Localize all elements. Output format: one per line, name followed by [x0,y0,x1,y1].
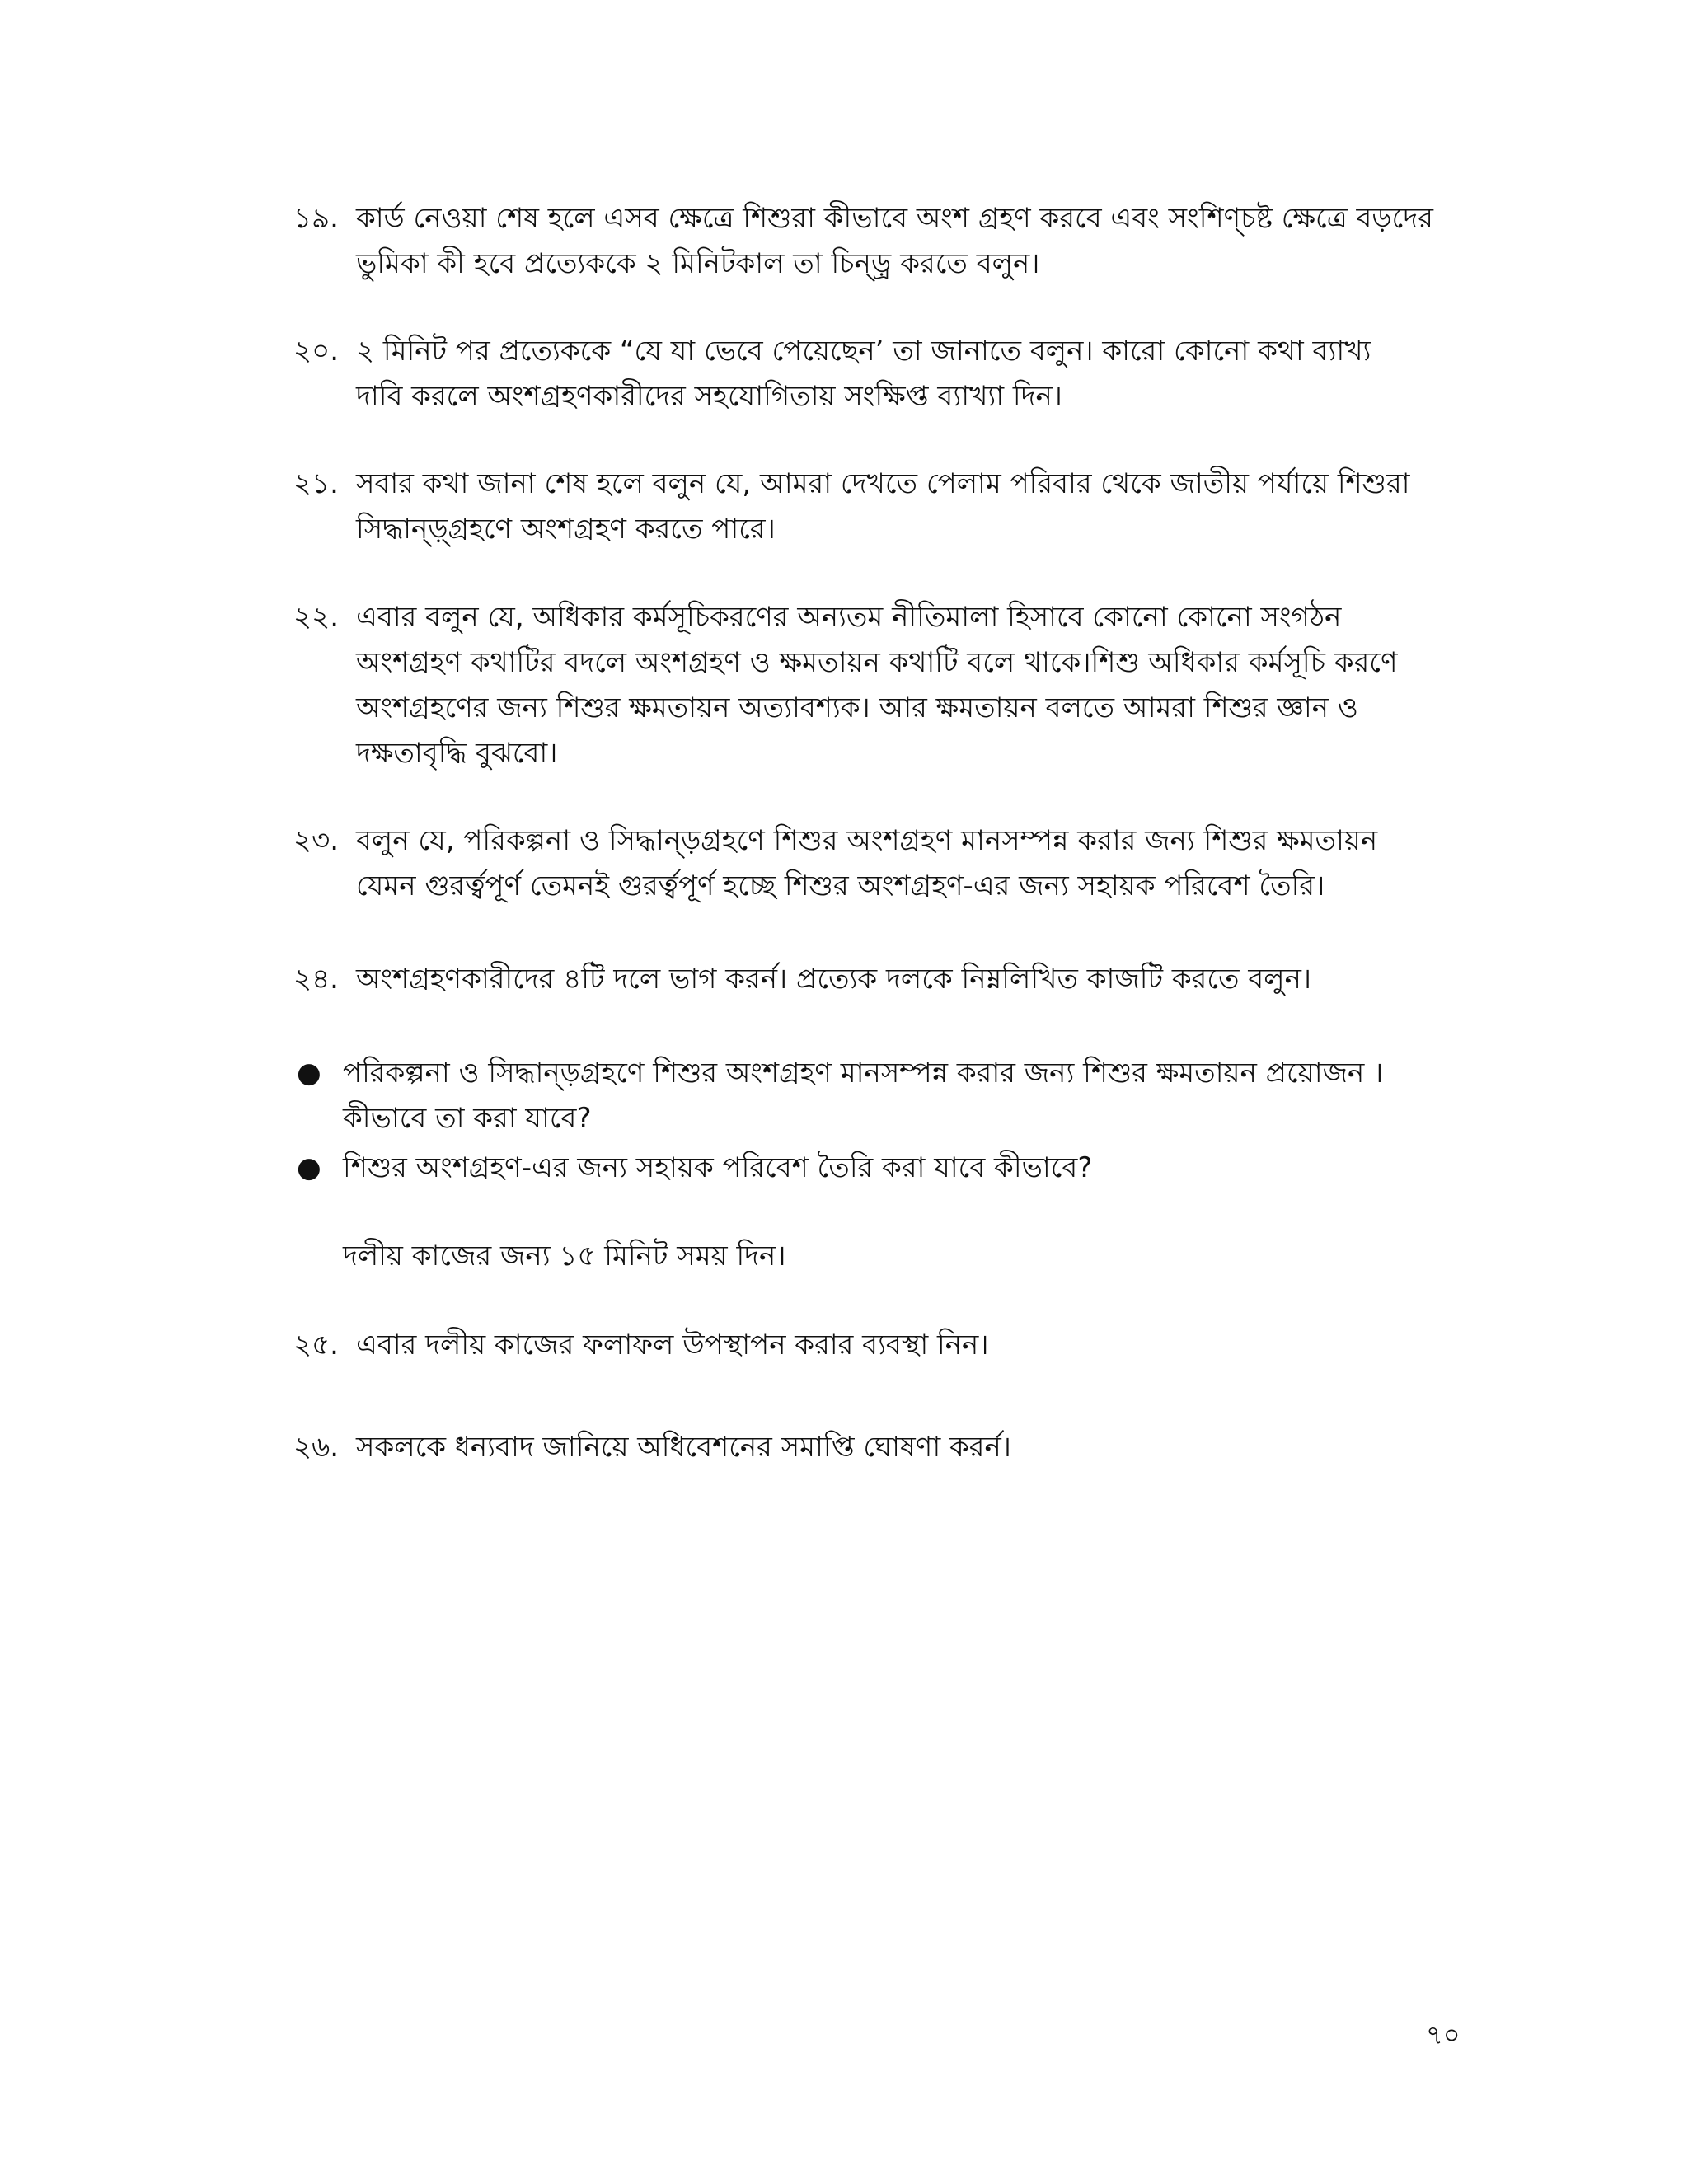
list-item-26 [293,1425,1497,1470]
item-text-line: সকলকে ধন্যবাদ জানিয়ে অধিবেশনের সমাপ্তি ঘোষণা করর্ন। [356,1431,1011,1464]
item-number: ২১. [293,467,339,500]
list-item-20 [293,329,1497,419]
bullet-text-line: শিশুর অংশগ্রহণ-এর জন্য সহায়ক পরিবেশ তৈরি করা যাবে কীভাবে? [343,1151,1093,1184]
item-number: ২৩. [293,824,340,857]
bullet-icon: ● [297,1057,321,1090]
item-text-line: সিদ্ধান্ড়্গ্রহণে অংশগ্রহণ করতে পারে। [356,513,776,546]
list-item-25 [293,1323,1497,1368]
item-text-line: সবার কথা জানা শেষ হলে বলুন যে, আমরা দেখতে পেলাম পরিবার থেকে জাতীয় পর্যায়ে শিশুরা [356,467,1410,500]
bullet-icon: ● [297,1151,321,1184]
item-text-line: দাবি করলে অংশগ্রহণকারীদের সহযোগিতায় সংক্ষিপ্ত ব্যাখ্যা দিন। [356,380,1062,413]
item-text-line: বলুন যে, পরিকল্পনা ও সিদ্ধান্ড়গ্রহণে শিশুর অংশগ্রহণ মানসম্পন্ন করার জন্য শিশুর ক্ষমতায়ন [356,824,1378,857]
bullet-text-line: পরিকল্পনা ও সিদ্ধান্ড়গ্রহণে শিশুর অংশগ্রহণ মানসম্পন্ন করার জন্য শিশুর ক্ষমতায়ন প্রয়োজন । [343,1057,1384,1090]
item-text-line: ২ মিনিট পর প্রত্যেককে “যে যা ভেবে পেয়েছেন’ তা জানাতে বলুন। কারো কোনো কথা ব্যাখ্য [356,335,1372,368]
item-number: ২৬. [293,1431,340,1464]
item-text-line: ভুমিকা কী হবে প্রত্যেককে ২ মিনিটকাল তা চিন্ড়্র করতে বলুন। [356,247,1040,280]
bullet-item [293,1051,1497,1141]
item-text-line: অংশগ্রহণের জন্য শিশুর ক্ষমতায়ন অত্যাবশ্যক। আর ক্ষমতায়ন বলতে আমরা শিশুর জ্ঞান ও [356,691,1358,724]
item-text-line: অংশগ্রহণকারীদের ৪টি দলে ভাগ করর্ন। প্রত্যেক দলকে নিম্নলিখিত কাজটি করতে বলুন। [356,963,1312,996]
page-number: ৭০ [1426,2019,1461,2050]
item-number: ২৫. [293,1329,339,1361]
list-item-22 [293,595,1497,776]
item-number: ১৯. [293,202,339,235]
group-work-note: দলীয় কাজের জন্য ১৫ মিনিট সময় দিন। [343,1240,786,1272]
item-text-line: যেমন গুরর্ত্বপূর্ণ তেমনই গুরর্ত্বপূর্ণ হচ্ছে শিশুর অংশগ্রহণ-এর জন্য সহায়ক পরিবেশ তৈরি। [356,869,1325,902]
list-item-24 [293,957,1497,1002]
bullet-item [293,1146,1497,1191]
item-text-line: এবার বলুন যে, অধিকার কর্মসূচিকরণের অন্যতম নীতিমালা হিসাবে কোনো কোনো সংগঠন [356,601,1342,634]
item-text-line: দক্ষতাবৃদ্ধি বুঝবো। [356,737,558,770]
item-number: ২০. [293,335,340,368]
item-text-line: অংশগ্রহণ কথাটির বদলে অংশগ্রহণ ও ক্ষমতায়ন কথাটি বলে থাকে।শিশু অধিকার কর্মসূচি করণে [356,646,1398,679]
list-item-23 [293,818,1497,909]
item-number: ২৪. [293,963,339,996]
item-text-line: কার্ড নেওয়া শেষ হলে এসব ক্ষেত্রে শিশুরা কীভাবে অংশ গ্রহণ করবে এবং সংশিণ্চষ্ট ক্ষেত্রে বড়দের [356,202,1433,235]
item-number: ২২. [293,601,340,634]
list-item-21 [293,462,1497,552]
bullet-text-line: কীভাবে তা করা যাবে? [343,1102,592,1135]
list-item-19 [293,196,1497,287]
item-text-line: এবার দলীয় কাজের ফলাফল উপস্থাপন করার ব্যবস্থা নিন। [356,1329,989,1361]
